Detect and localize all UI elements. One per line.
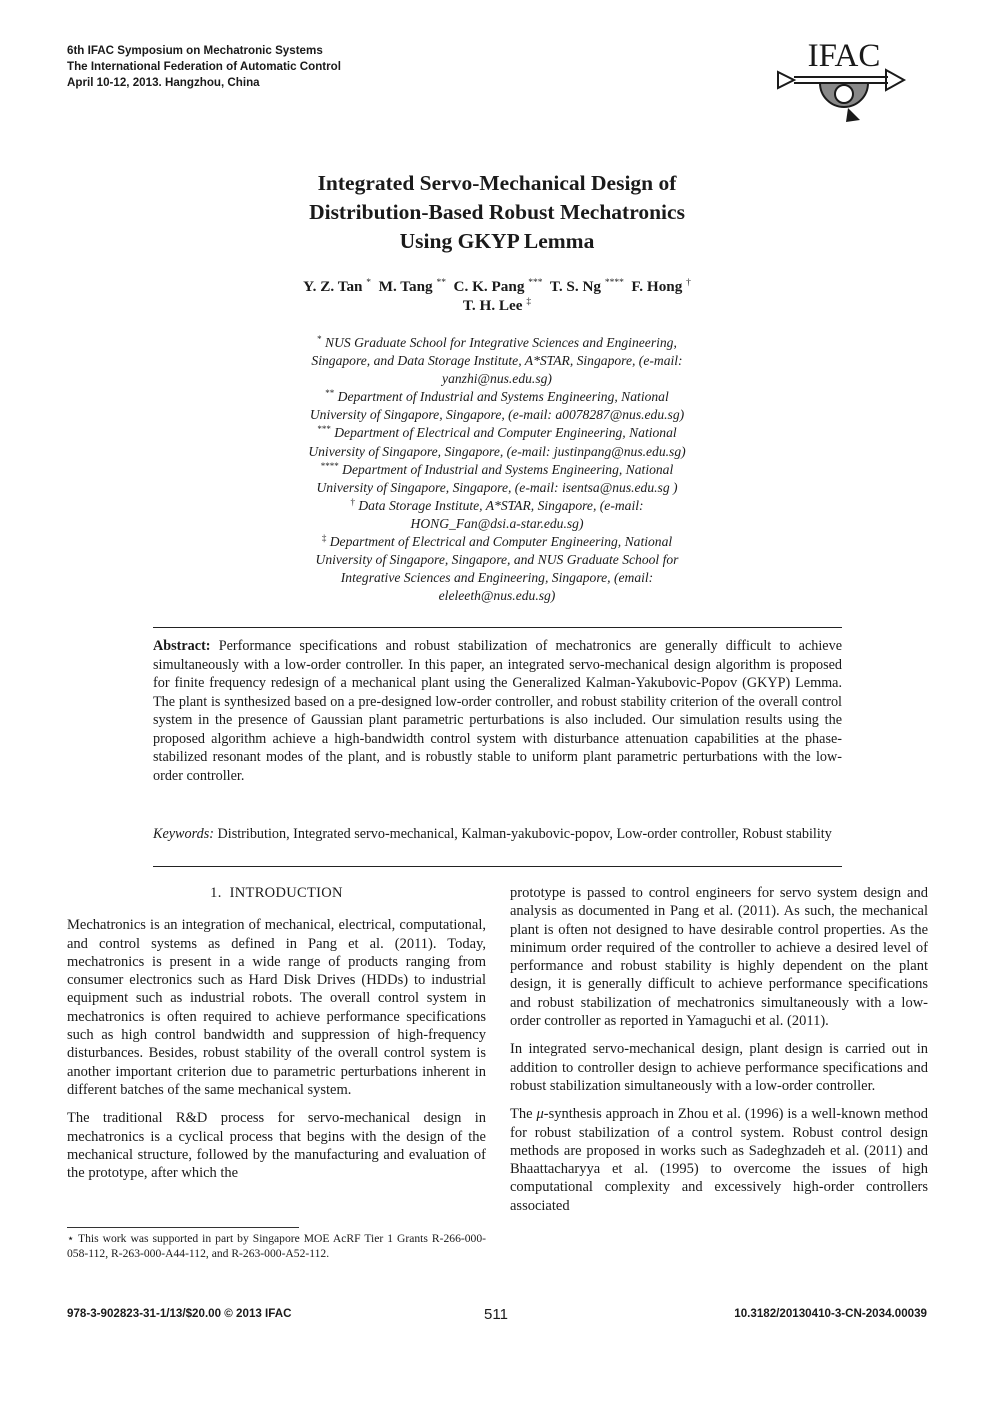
ifac-emblem-icon [776, 36, 912, 128]
affiliation-mark: *** [317, 424, 331, 435]
affiliation-line: Department of Industrial and Systems Engineering, National [337, 389, 669, 405]
paragraph: The traditional R&D process for servo-mechanical design in mechatronics is a cyclical process that begins with the design of the mechanical structure, followed by the manufacturing and evaluation of the prototype, after which the [67, 1110, 486, 1182]
author-name: C. K. Pang [453, 278, 525, 295]
abstract-text: Performance specifications and robust stabilization of mechatronics are generally difficult to achieve simultaneously with a low-order controller. In this paper, an integrated servo-mechanical design algorithm is proposed for finite frequency redesign of a mechanical plant using the Generalized Kalman-Yakubovic-Popov (GKYP) Lemma. The plant is synthesized based on a pre-designed low-order controller, and robust stability criterion of the overall control system in the presence of Gaussian plant parametric perturbations is also included. Our simulation results using the proposed algorithm achieve a high-bandwidth control system with disturbance attenuation capabilities at the phase-stabilized resonant modes of the plant, and is robustly stable to uniform plant parametric perturbations with the low-order controller. [153, 638, 842, 784]
paragraph: prototype is passed to control engineers for servo system design and analysis as documented in Pang et al. (2011). As such, the mechanical plant is often not designed to have desirable control properties. As the minimum order required of the controller to achieve a desired level of performance and robust stability is highly dependent on the plant design, it is generally difficult to achieve performance specifications and robust stabilization of mechatronics simultaneously with a low-order controller as reported in Yamaguchi et al. (2011). [510, 885, 928, 1030]
abstract [153, 637, 842, 785]
conference-date-location: April 10-12, 2013. Hangzhou, China [67, 76, 260, 89]
author-name: Y. Z. Tan [303, 278, 363, 295]
author-mark: * [366, 278, 372, 288]
footnote-text: This work was supported in part by Singapore MOE AcRF Tier 1 Grants R-266-000-058-112, R-263-000-A44-112, and R-263-000-A52-112. [67, 1232, 486, 1260]
title-line-2: Distribution-Based Robust Mechatronics [309, 200, 685, 224]
mu-symbol: μ [536, 1106, 544, 1123]
affiliation-mark: **** [320, 460, 339, 471]
author-list [150, 277, 844, 315]
keywords-text: Distribution, Integrated servo-mechanical, Kalman-yakubovic-popov, Low-order controller, Robust stability [217, 826, 832, 842]
affiliation-line: Singapore, and Data Storage Institute, A*STAR, Singapore, (e-mail: [311, 353, 683, 369]
page-number: 511 [484, 1306, 508, 1323]
footnote [67, 1232, 486, 1261]
paragraph-fragment: -synthesis approach in Zhou et al. (1996) is a well-known method for robust stabilization of a control system. Robust control design methods are proposed in works such as Sadeghzadeh et al. (2011) and Bhaattacharyya et al. (1995) to overcome the issues of high computational complexity and excessively high-order controllers associated [510, 1106, 928, 1214]
body-column-right [510, 884, 928, 1225]
affiliation-mark: ‡ [321, 533, 327, 544]
author-mark: **** [604, 278, 624, 288]
author-name: M. Tang [378, 278, 433, 295]
affiliation-line: Integrative Sciences and Engineering, Singapore, (email: [340, 570, 654, 586]
affiliation-line: Department of Electrical and Computer Engineering, National [334, 425, 677, 441]
affiliation-line: eleleeth@nus.edu.sg) [438, 588, 556, 604]
affiliation-line: University of Singapore, Singapore, and NUS Graduate School for [315, 552, 679, 568]
affiliation-line: Department of Electrical and Computer Engineering, National [329, 534, 673, 550]
affiliation-line: University of Singapore, Singapore, (e-mail: isentsa@nus.edu.sg ) [316, 479, 678, 495]
section-title: INTRODUCTION [229, 885, 343, 901]
author-name: T. H. Lee [462, 297, 523, 314]
title-line-3: Using GKYP Lemma [399, 229, 595, 253]
conference-name: 6th IFAC Symposium on Mechatronic Systems [67, 44, 323, 57]
affiliation-line: NUS Graduate School for Integrative Sciences and Engineering, [325, 335, 677, 350]
conference-header [67, 43, 341, 91]
affiliation-line: University of Singapore, Singapore, (e-mail: justinpang@nus.edu.sg) [308, 443, 686, 459]
title-line-1: Integrated Servo-Mechanical Design of [317, 171, 677, 195]
affiliation-mark: ** [325, 388, 335, 399]
ifac-logo-text: IFAC [807, 38, 881, 74]
affiliation-mark: * [317, 334, 322, 344]
paragraph [510, 1105, 928, 1215]
affiliation-line: yanzhi@nus.edu.sg) [442, 371, 552, 387]
author-mark: *** [528, 278, 543, 288]
footnote-rule [67, 1227, 299, 1228]
paragraph: Mechatronics is an integration of mechanical, electrical, computational, and control systems as defined in Pang et al. (2011). Today, mechatronics is present in a wide range of products ranging from consumer electronics such as Hard Disk Drives (HDDs) to industrial equipment such as industrial robots. The overall control system in mechatronics is often required to achieve performance specifications such as high control bandwidth and suppression of high-frequency disturbances. Besides, robust stability of the overall control system is another important criterion due to parametric perturbations inherent in different batches of the same mechanical system. [67, 917, 486, 1098]
section-heading [67, 884, 486, 902]
affiliation-list [200, 334, 794, 605]
abstract-label: Abstract: [153, 638, 211, 654]
affiliation-line: Data Storage Institute, A*STAR, Singapore, (e-mail: [358, 497, 644, 513]
keywords [153, 825, 842, 844]
author-name: T. S. Ng [549, 278, 602, 295]
conference-organizer: The International Federation of Automatic Control [67, 60, 341, 73]
footnote-mark: ⋆ [67, 1232, 75, 1245]
affiliation-line: Department of Industrial and Systems Engineering, National [342, 461, 674, 477]
footer-doi: 10.3182/20130410-3-CN-2034.00039 [734, 1307, 927, 1320]
paragraph: In integrated servo-mechanical design, plant design is carried out in addition to controller design to achieve performance specifications and robust stabilization simultaneously with a low-order controller. [510, 1041, 928, 1094]
keywords-label: Keywords: [153, 826, 214, 842]
abstract-bottom-rule [153, 866, 842, 867]
abstract-top-rule [153, 627, 842, 628]
author-mark: ‡ [526, 297, 532, 307]
paper-title [150, 169, 844, 256]
body-column-left [67, 884, 486, 1192]
section-number: 1. [210, 885, 222, 901]
paragraph-fragment: The [510, 1106, 537, 1123]
author-mark: † [686, 278, 691, 288]
footer-isbn: 978-3-902823-31-1/13/$20.00 © 2013 IFAC [67, 1307, 292, 1320]
affiliation-line: HONG_Fan@dsi.a-star.edu.sg) [410, 515, 584, 531]
affiliation-mark: † [350, 496, 355, 507]
affiliation-line: University of Singapore, Singapore, (e-mail: a0078287@nus.edu.sg) [309, 407, 685, 423]
author-name: F. Hong [631, 278, 683, 295]
author-mark: ** [436, 278, 446, 288]
